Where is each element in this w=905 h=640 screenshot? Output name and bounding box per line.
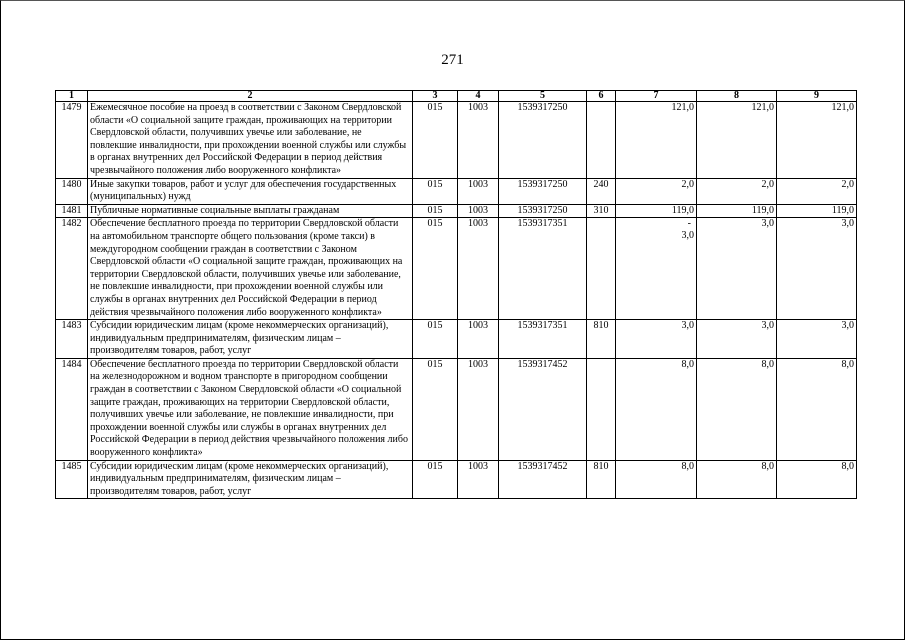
column-header: 9	[777, 91, 857, 102]
table-row	[56, 320, 857, 359]
column-header: 5	[499, 91, 587, 102]
amount-year-3: 8,0	[777, 358, 857, 460]
column-header: 4	[458, 91, 499, 102]
row-description: Иные закупки товаров, работ и услуг для обеспечения государственных (муниципальных) нужд	[88, 178, 413, 204]
table-row	[56, 358, 857, 460]
amount-year-1: 2,0	[616, 178, 697, 204]
row-number: 1482	[56, 218, 88, 320]
amount-year-1	[616, 218, 697, 320]
section-code: 1003	[458, 204, 499, 218]
expense-type-code	[587, 218, 616, 320]
section-code: 1003	[458, 102, 499, 179]
column-header: 7	[616, 91, 697, 102]
amount-year-2: 119,0	[697, 204, 777, 218]
ministry-code: 015	[413, 218, 458, 320]
row-description: Ежемесячное пособие на проезд в соответствии с Законом Свердловской области «О социальной защите граждан, проживающих на территории Свердловской области, получивших увечье или заболевание, не повлекшие инвалидности, при прохождении военной службы или службы в органах внутренних дел Российской Федерации в период действия чрезвычайного положения либо вооруженного конфликта»	[88, 102, 413, 179]
column-header: 6	[587, 91, 616, 102]
amount-year-2: 3,0	[697, 218, 777, 320]
amount-year-2: 8,0	[697, 358, 777, 460]
ministry-code: 015	[413, 102, 458, 179]
row-number: 1481	[56, 204, 88, 218]
amount-year-3: 3,0	[777, 320, 857, 359]
section-code: 1003	[458, 178, 499, 204]
row-description: Публичные нормативные социальные выплаты гражданам	[88, 204, 413, 218]
ministry-code: 015	[413, 320, 458, 359]
header-row	[56, 91, 857, 102]
expense-type-code: 240	[587, 178, 616, 204]
amount-year-2: 8,0	[697, 460, 777, 499]
row-description: Субсидии юридическим лицам (кроме некоммерческих организаций), индивидуальным предпринимателям, физическим лицам – производителям товаров, работ, услуг	[88, 320, 413, 359]
table-row	[56, 102, 857, 179]
ministry-code: 015	[413, 204, 458, 218]
row-description: Обеспечение бесплатного проезда по территории Свердловской области на железнодорожном и водном транспорте в пригородном сообщении граждан в соответствии с Законом Свердловской области «О социальной защите граждан, проживающих на территории Свердловской области, получивших увечье или заболевание, не повлекшие инвалидности, при прохождении военной службы или службы в органах внутренних дел Российской Федерации в период действия чрезвычайного положения либо вооруженного конфликта»	[88, 358, 413, 460]
amount-year-1: 3,0	[616, 320, 697, 359]
row-number: 1484	[56, 358, 88, 460]
column-header: 3	[413, 91, 458, 102]
section-code: 1003	[458, 320, 499, 359]
row-description: Обеспечение бесплатного проезда по территории Свердловской области на автомобильном транспорте общего пользования (кроме такси) в междугородном сообщении граждан в соответствии с Законом Свердловской области «О социальной защите граждан, проживающих на территории Свердловской области, получивших увечье или заболевание, не повлекшие инвалидности, при прохождении военной службы или службы в органах внутренних дел Российской Федерации в период действия чрезвычайного положения либо вооруженного конфликта»	[88, 218, 413, 320]
amount-year-1: 8,0	[616, 460, 697, 499]
target-article-code: 1539317250	[499, 102, 587, 179]
table-row	[56, 460, 857, 499]
row-number: 1480	[56, 178, 88, 204]
expense-type-code	[587, 358, 616, 460]
expense-type-code	[587, 102, 616, 179]
target-article-code: 1539317452	[499, 460, 587, 499]
target-article-code: 1539317452	[499, 358, 587, 460]
ministry-code: 015	[413, 358, 458, 460]
section-code: 1003	[458, 218, 499, 320]
expense-type-code: 310	[587, 204, 616, 218]
section-code: 1003	[458, 358, 499, 460]
amount-year-1-value: 3,0	[681, 230, 694, 242]
amount-year-3: 8,0	[777, 460, 857, 499]
amount-year-1: 119,0	[616, 204, 697, 218]
row-number: 1485	[56, 460, 88, 499]
column-header: 1	[56, 91, 88, 102]
amount-year-1: 121,0	[616, 102, 697, 179]
column-header: 2	[88, 91, 413, 102]
expense-type-code: 810	[587, 460, 616, 499]
table-row	[56, 178, 857, 204]
ministry-code: 015	[413, 178, 458, 204]
section-code: 1003	[458, 460, 499, 499]
table-row	[56, 218, 857, 320]
ministry-code: 015	[413, 460, 458, 499]
column-header: 8	[697, 91, 777, 102]
scan-dash-mark: -	[687, 218, 691, 230]
row-description: Субсидии юридическим лицам (кроме некоммерческих организаций), индивидуальным предпринимателям, физическим лицам – производителям товаров, работ, услуг	[88, 460, 413, 499]
target-article-code: 1539317250	[499, 204, 587, 218]
page-number: 271	[441, 52, 464, 68]
target-article-code: 1539317351	[499, 218, 587, 320]
amount-year-2: 2,0	[697, 178, 777, 204]
amount-year-1: 8,0	[616, 358, 697, 460]
amount-year-3: 121,0	[777, 102, 857, 179]
target-article-code: 1539317250	[499, 178, 587, 204]
amount-year-3: 119,0	[777, 204, 857, 218]
row-number: 1479	[56, 102, 88, 179]
amount-year-3: 2,0	[777, 178, 857, 204]
budget-table	[55, 90, 857, 499]
table-row	[56, 204, 857, 218]
target-article-code: 1539317351	[499, 320, 587, 359]
row-number: 1483	[56, 320, 88, 359]
expense-type-code: 810	[587, 320, 616, 359]
amount-year-2: 3,0	[697, 320, 777, 359]
amount-year-3: 3,0	[777, 218, 857, 320]
amount-year-2: 121,0	[697, 102, 777, 179]
